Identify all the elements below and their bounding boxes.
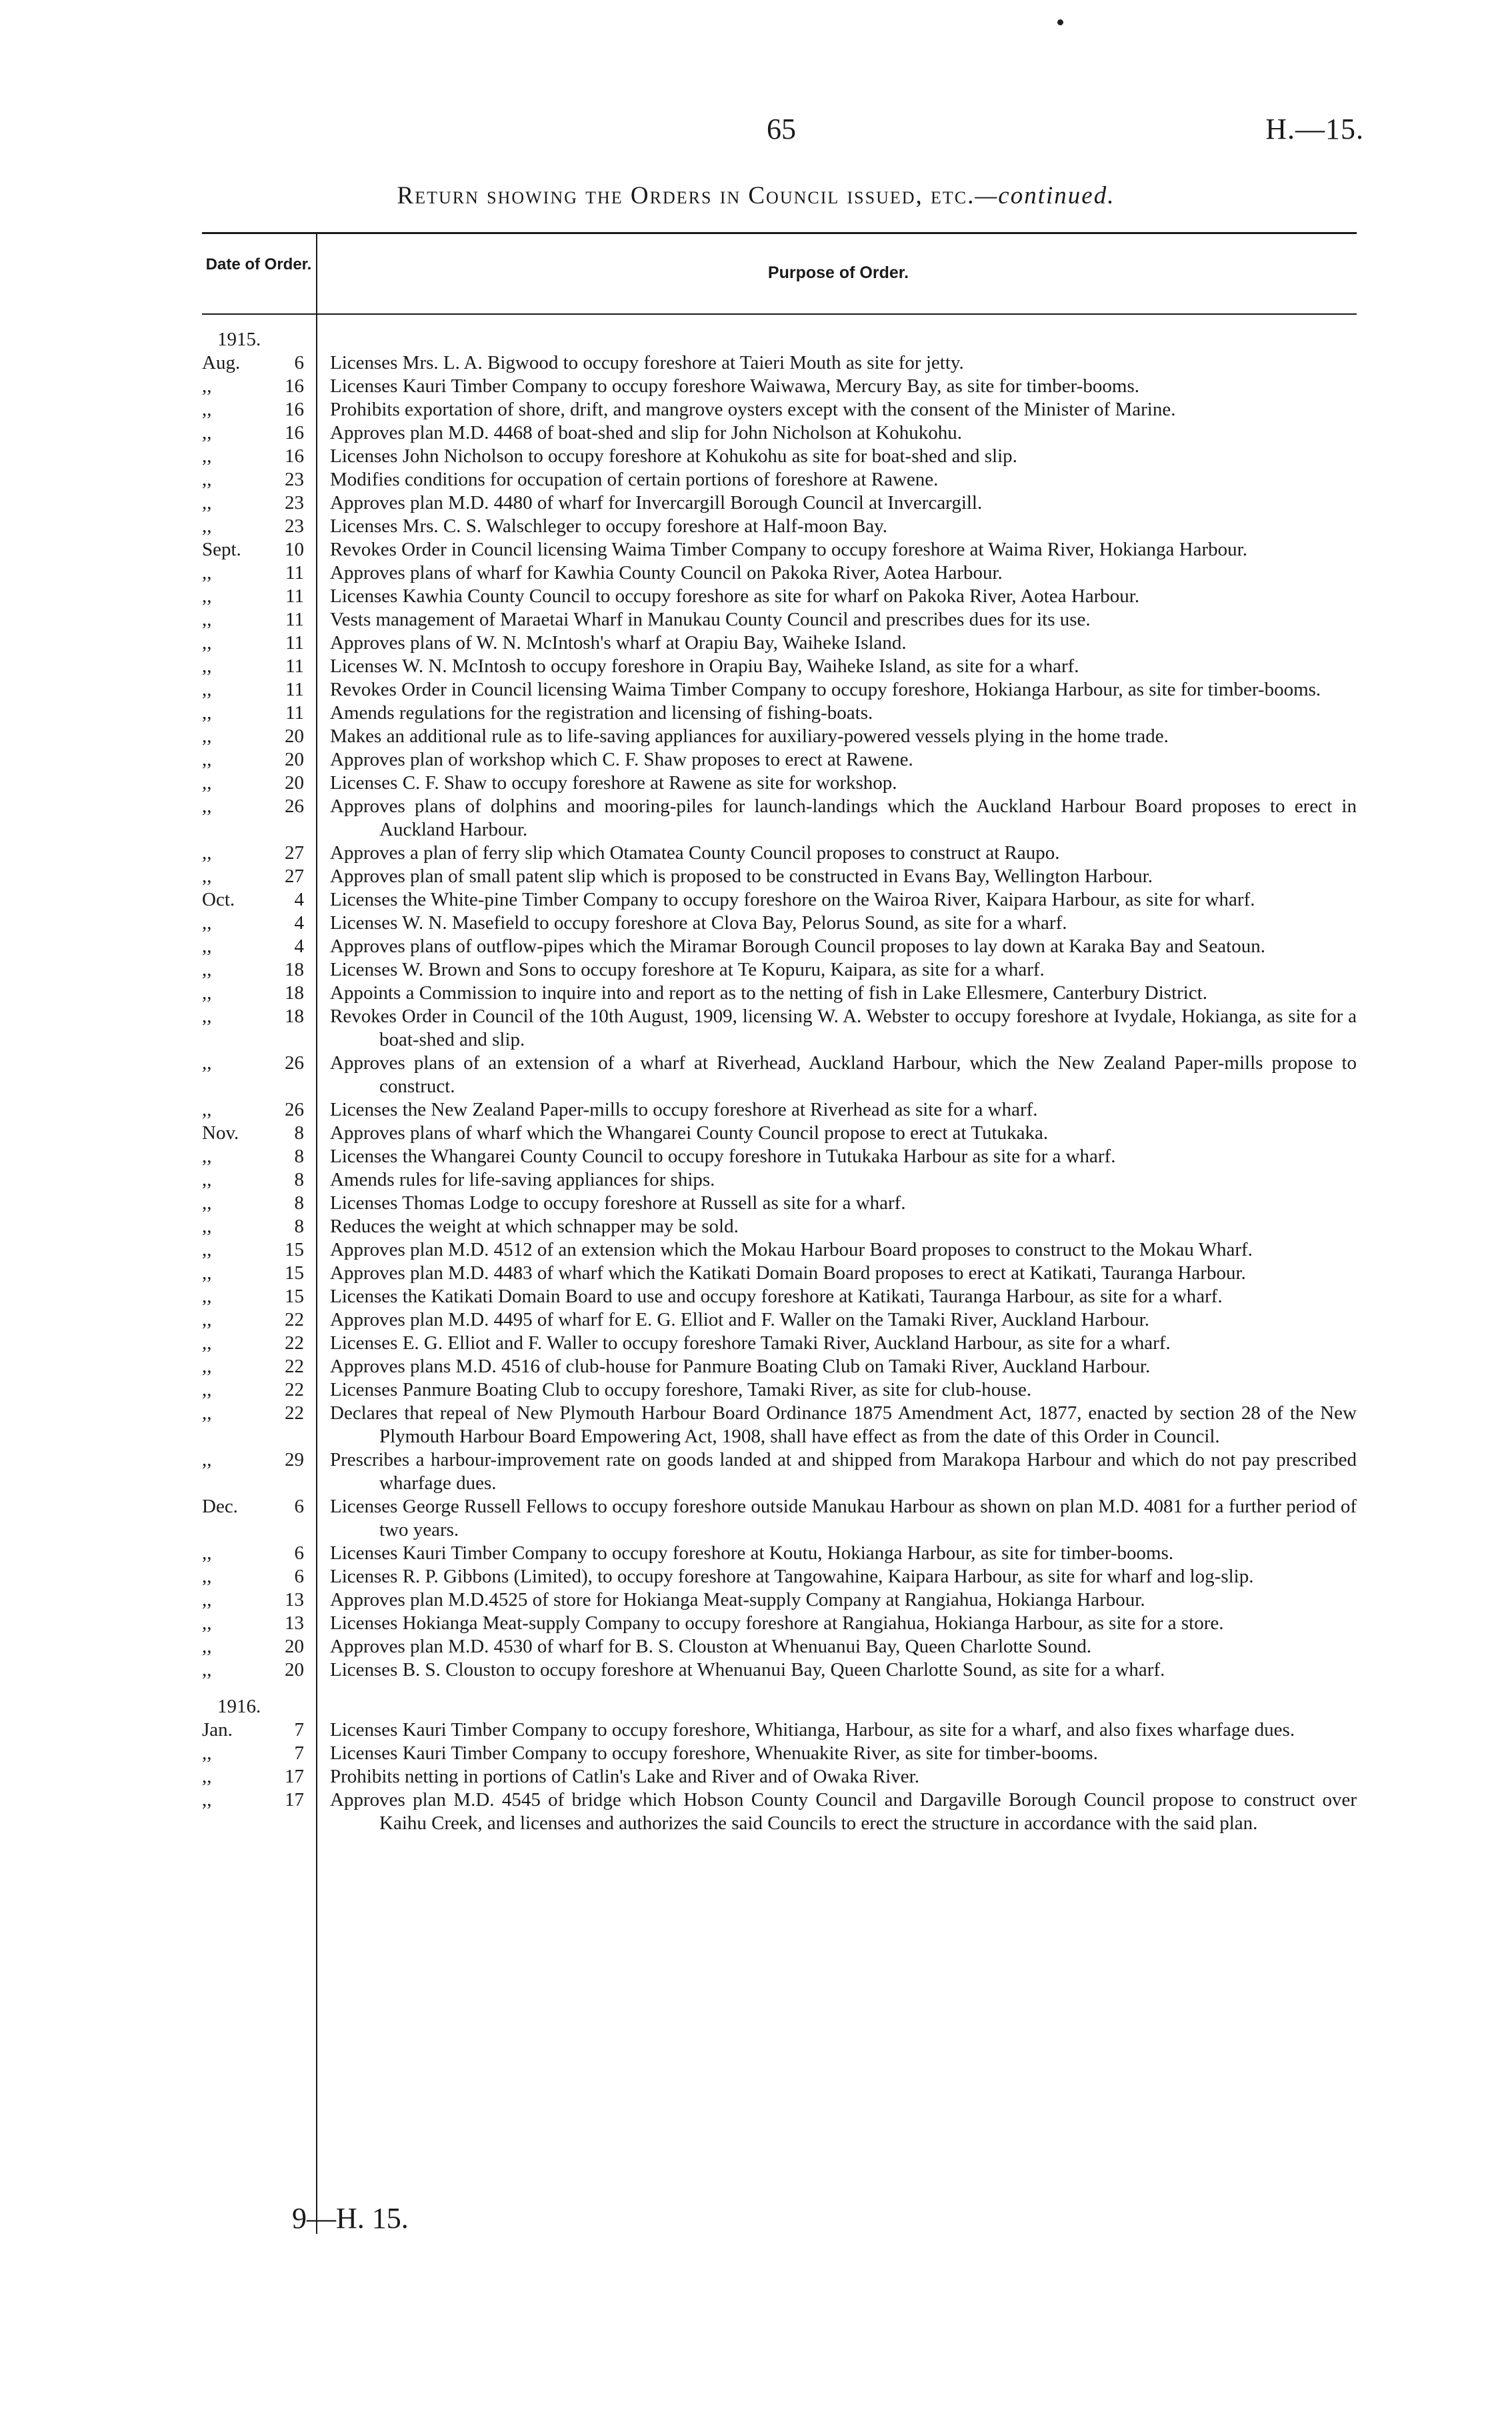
order-purpose: Revokes Order in Council licensing Waima Timber Company to occupy foreshore at Waima River, Hokianga Harbour. <box>330 539 1247 560</box>
table-row <box>202 1005 1357 1052</box>
order-date <box>202 912 316 935</box>
order-day: 16 <box>285 375 304 397</box>
order-date <box>202 375 316 398</box>
order-month: ,, <box>202 1402 212 1424</box>
order-day: 20 <box>285 1659 304 1680</box>
order-day: 8 <box>294 1192 304 1214</box>
order-month: ,, <box>202 1309 212 1330</box>
order-date <box>202 538 316 561</box>
order-month: ,, <box>202 515 212 537</box>
year-label: 1916. <box>217 1696 261 1717</box>
table-row <box>202 1052 1357 1098</box>
order-month: ,, <box>202 1449 212 1470</box>
order-date <box>202 1542 316 1565</box>
order-purpose: Licenses C. F. Shaw to occupy foreshore at Rawene as site for workshop. <box>330 772 897 794</box>
order-day: 15 <box>285 1262 304 1284</box>
table-row <box>202 1332 1357 1355</box>
order-date <box>202 725 316 748</box>
order-day: 11 <box>285 585 304 607</box>
order-purpose: Approves plan M.D. 4483 of wharf which the Katikati Domain Board proposes to erect at Katikati, Tauranga Harbour. <box>330 1262 1246 1284</box>
table-row <box>202 655 1357 678</box>
order-date <box>202 958 316 982</box>
order-purpose: Modifies conditions for occupation of certain portions of foreshore at Rawene. <box>330 469 939 490</box>
order-day: 26 <box>285 796 304 817</box>
table-row <box>202 1542 1357 1565</box>
order-date <box>202 1192 316 1215</box>
order-month: Sept. <box>202 539 241 560</box>
order-purpose: Licenses B. S. Clouston to occupy foreshore at Whenuanui Bay, Queen Charlotte Sound, as site for a wharf. <box>330 1659 1165 1680</box>
table-row <box>202 1192 1357 1215</box>
order-month: ,, <box>202 1239 212 1260</box>
order-day: 22 <box>285 1332 304 1354</box>
year-row <box>202 1695 1357 1718</box>
order-day: 20 <box>285 749 304 770</box>
order-date <box>202 1402 316 1448</box>
year-label: 1915. <box>217 329 261 350</box>
order-purpose: Licenses the Whangarei County Council to occupy foreshore in Tutukaka Harbour as site for a wharf. <box>330 1146 1116 1167</box>
order-purpose: Declares that repeal of New Plymouth Harbour Board Ordinance 1875 Amendment Act, 1877, enacted by section 28 of the New Plymouth Harbour Board Empowering Act, 1908, shall have effect as from the date of this Order in Council. <box>330 1402 1357 1447</box>
order-day: 22 <box>285 1379 304 1400</box>
table-row <box>202 865 1357 888</box>
order-purpose: Approves plan M.D. 4468 of boat-shed and slip for John Nicholson at Kohukohu. <box>330 422 963 443</box>
order-month: ,, <box>202 1589 212 1610</box>
table-row <box>202 748 1357 772</box>
order-date <box>202 351 316 375</box>
order-month: ,, <box>202 796 212 817</box>
order-date <box>202 398 316 421</box>
order-day: 15 <box>285 1239 304 1260</box>
order-day: 4 <box>294 912 304 934</box>
table-row <box>202 842 1357 865</box>
table-row <box>202 1495 1357 1542</box>
order-purpose: Licenses Kauri Timber Company to occupy foreshore at Koutu, Hokianga Harbour, as site for timber-booms. <box>330 1542 1174 1564</box>
order-date <box>202 1448 316 1495</box>
table-row <box>202 1588 1357 1612</box>
table-row <box>202 795 1357 842</box>
order-day: 22 <box>285 1356 304 1377</box>
order-month: Nov. <box>202 1122 239 1144</box>
order-purpose: Licenses E. G. Elliot and F. Waller to occupy foreshore Tamaki River, Auckland Harbour, as site for a wharf. <box>330 1332 1171 1354</box>
order-date <box>202 1765 316 1788</box>
order-month: ,, <box>202 1006 212 1027</box>
order-day: 8 <box>294 1216 304 1237</box>
order-purpose: Licenses Mrs. C. S. Walschleger to occupy foreshore at Half-moon Bay. <box>330 515 888 537</box>
order-purpose: Approves a plan of ferry slip which Otamatea County Council proposes to construct at Raupo. <box>330 842 1060 864</box>
order-day: 17 <box>285 1789 304 1810</box>
order-date <box>202 1098 316 1122</box>
table-row <box>202 491 1357 515</box>
order-month: ,, <box>202 912 212 934</box>
order-month: Aug. <box>202 352 241 373</box>
order-purpose: Makes an additional rule as to life-saving appliances for auxiliary-powered vessels plying in the home trade. <box>330 726 1169 747</box>
order-date <box>202 421 316 445</box>
order-month: ,, <box>202 1146 212 1167</box>
table-row <box>202 702 1357 725</box>
table-row <box>202 1262 1357 1285</box>
table-row <box>202 515 1357 538</box>
table-row <box>202 585 1357 608</box>
order-purpose: Licenses the Katikati Domain Board to use and occupy foreshore at Katikati, Tauranga Harbour, as site for a wharf. <box>330 1286 1223 1307</box>
order-day: 6 <box>294 1542 304 1564</box>
order-month: ,, <box>202 609 212 630</box>
order-day: 23 <box>285 515 304 537</box>
order-date <box>202 842 316 865</box>
order-day: 17 <box>285 1766 304 1787</box>
order-day: 4 <box>294 889 304 910</box>
order-day: 18 <box>285 982 304 1004</box>
order-day: 20 <box>285 1636 304 1657</box>
order-month: ,, <box>202 936 212 957</box>
order-date <box>202 1718 316 1742</box>
table-row <box>202 1765 1357 1788</box>
order-month: ,, <box>202 1356 212 1377</box>
order-month: ,, <box>202 1192 212 1214</box>
order-month: ,, <box>202 1789 212 1810</box>
document-reference: H.—15. <box>1265 113 1364 145</box>
order-date <box>202 748 316 772</box>
order-date <box>202 1495 316 1542</box>
order-month: ,, <box>202 492 212 513</box>
table-row <box>202 468 1357 491</box>
order-purpose: Licenses Panmure Boating Club to occupy foreshore, Tamaki River, as site for club-house. <box>330 1379 1032 1400</box>
order-purpose: Licenses John Nicholson to occupy foreshore at Kohukohu as site for boat-shed and slip. <box>330 445 1017 467</box>
order-day: 22 <box>285 1309 304 1330</box>
order-day: 22 <box>285 1402 304 1424</box>
table-row <box>202 1565 1357 1588</box>
order-day: 8 <box>294 1169 304 1190</box>
table-row <box>202 1742 1357 1765</box>
order-date <box>202 515 316 538</box>
order-purpose: Approves plans of an extension of a wharf at Riverhead, Auckland Harbour, which the New Zealand Paper-mills propose to construct. <box>330 1052 1357 1097</box>
order-day: 26 <box>285 1099 304 1120</box>
order-date <box>202 1308 316 1332</box>
order-month: ,, <box>202 726 212 747</box>
order-day: 15 <box>285 1286 304 1307</box>
order-day: 11 <box>285 632 304 654</box>
order-month: ,, <box>202 1636 212 1657</box>
order-day: 16 <box>285 422 304 443</box>
order-day: 23 <box>285 492 304 513</box>
order-month: ,, <box>202 562 212 583</box>
table-row <box>202 1658 1357 1682</box>
order-month: ,, <box>202 959 212 980</box>
order-month: ,, <box>202 866 212 887</box>
order-date <box>202 982 316 1005</box>
order-purpose: Approves plan of workshop which C. F. Shaw proposes to erect at Rawene. <box>330 749 913 770</box>
table-row <box>202 725 1357 748</box>
order-date <box>202 678 316 702</box>
order-month: ,, <box>202 1099 212 1120</box>
order-date <box>202 1612 316 1635</box>
order-date <box>202 1355 316 1378</box>
order-date <box>202 702 316 725</box>
order-month: ,, <box>202 1262 212 1284</box>
order-month: ,, <box>202 1612 212 1634</box>
column-header-date: Date of Order. <box>205 255 312 273</box>
table-row <box>202 421 1357 445</box>
order-month: ,, <box>202 982 212 1004</box>
table-row <box>202 1635 1357 1658</box>
order-day: 11 <box>285 656 304 677</box>
order-date <box>202 1215 316 1238</box>
order-day: 18 <box>285 959 304 980</box>
order-date <box>202 1565 316 1588</box>
order-date <box>202 1122 316 1145</box>
order-date <box>202 1378 316 1402</box>
order-day: 13 <box>285 1589 304 1610</box>
table-row <box>202 561 1357 585</box>
order-date <box>202 1788 316 1835</box>
table-row <box>202 1378 1357 1402</box>
page-number: 65 <box>767 113 796 145</box>
order-purpose: Vests management of Maraetai Wharf in Manukau County Council and prescribes dues for its use. <box>330 609 1091 630</box>
order-month: ,, <box>202 842 212 864</box>
order-day: 6 <box>294 1566 304 1587</box>
table-top-rule <box>202 232 1357 234</box>
order-month: Dec. <box>202 1496 238 1517</box>
order-purpose: Prescribes a harbour-improvement rate on goods landed at and shipped from Marakopa Harbour and which do not pay prescribed wharfage dues. <box>330 1449 1357 1494</box>
order-date <box>202 632 316 655</box>
order-purpose: Approves plan M.D. 4512 of an extension which the Mokau Harbour Board proposes to construct to the Mokau Wharf. <box>330 1239 1253 1260</box>
order-day: 7 <box>294 1742 304 1764</box>
order-day: 16 <box>285 445 304 467</box>
order-purpose: Prohibits netting in portions of Catlin's Lake and River and of Owaka River. <box>330 1766 919 1787</box>
order-month: Oct. <box>202 889 235 910</box>
table-row <box>202 678 1357 702</box>
order-day: 6 <box>294 352 304 373</box>
order-purpose: Licenses Mrs. L. A. Bigwood to occupy foreshore at Taieri Mouth as site for jetty. <box>330 352 964 373</box>
order-purpose: Prohibits exportation of shore, drift, and mangrove oysters except with the consent of the Minister of Marine. <box>330 399 1176 420</box>
order-date <box>202 561 316 585</box>
order-date <box>202 655 316 678</box>
order-date <box>202 1588 316 1612</box>
order-purpose: Licenses Kawhia County Council to occupy foreshore as site for wharf on Pakoka River, Aotea Harbour. <box>330 585 1140 607</box>
order-purpose: Amends rules for life-saving appliances for ships. <box>330 1169 715 1190</box>
order-purpose: Approves plan M.D. 4530 of wharf for B. S. Clouston at Whenuanui Bay, Queen Charlotte Sound. <box>330 1636 1092 1657</box>
table-row <box>202 1168 1357 1192</box>
year-row <box>202 328 1357 351</box>
column-header-purpose: Purpose of Order. <box>767 263 909 282</box>
table-row <box>202 1788 1357 1835</box>
table-row <box>202 608 1357 632</box>
order-purpose: Licenses R. P. Gibbons (Limited), to occupy foreshore at Tangowahine, Kaipara Harbour, as site for wharf and log-slip. <box>330 1566 1254 1587</box>
order-month: ,, <box>202 1169 212 1190</box>
order-day: 20 <box>285 726 304 747</box>
table-row <box>202 1098 1357 1122</box>
order-month: ,, <box>202 1332 212 1354</box>
order-purpose: Appoints a Commission to inquire into and report as to the netting of fish in Lake Ellesmere, Canterbury District. <box>330 982 1208 1004</box>
table-row <box>202 1122 1357 1145</box>
order-date <box>202 1285 316 1308</box>
order-purpose: Licenses Kauri Timber Company to occupy foreshore, Whenuakite River, as site for timber-booms. <box>330 1742 1098 1764</box>
table-row <box>202 1402 1357 1448</box>
order-day: 27 <box>285 866 304 887</box>
table-row <box>202 1215 1357 1238</box>
order-month: ,, <box>202 1052 212 1074</box>
order-date <box>202 1332 316 1355</box>
table-row <box>202 912 1357 935</box>
order-purpose: Reduces the weight at which schnapper may be sold. <box>330 1216 739 1237</box>
order-purpose: Approves plan M.D. 4545 of bridge which Hobson County Council and Dargaville Borough Council propose to construct over Kaihu Creek, and licenses and authorizes the said Councils to erect the structure in accordance with the said plan. <box>330 1789 1357 1834</box>
order-month: ,, <box>202 375 212 397</box>
order-date <box>202 1635 316 1658</box>
order-date <box>202 1658 316 1682</box>
order-date <box>202 772 316 795</box>
order-day: 13 <box>285 1612 304 1634</box>
table-row <box>202 375 1357 398</box>
order-month: ,, <box>202 749 212 770</box>
order-date <box>202 795 316 842</box>
order-date <box>202 1238 316 1262</box>
order-month: ,, <box>202 1286 212 1307</box>
order-day: 29 <box>285 1449 304 1470</box>
order-month: ,, <box>202 445 212 467</box>
order-day: 10 <box>285 539 304 560</box>
order-day: 26 <box>285 1052 304 1074</box>
table-row <box>202 1308 1357 1332</box>
table-row <box>202 1448 1357 1495</box>
table-row <box>202 958 1357 982</box>
table-row <box>202 538 1357 561</box>
table-row <box>202 398 1357 421</box>
footer-reference: 9—H. 15. <box>292 2202 409 2235</box>
table-header-rule <box>202 313 1357 315</box>
order-purpose: Licenses W. N. Masefield to occupy foreshore at Clova Bay, Pelorus Sound, as site for a wharf. <box>330 912 1067 934</box>
order-purpose: Licenses the White-pine Timber Company to occupy foreshore on the Wairoa River, Kaipara Harbour, as site for wharf. <box>330 889 1255 910</box>
order-month: ,, <box>202 656 212 677</box>
order-date <box>202 1168 316 1192</box>
table-row <box>202 1145 1357 1168</box>
order-date <box>202 445 316 468</box>
order-date <box>202 585 316 608</box>
order-purpose: Approves plans of dolphins and mooring-piles for launch-landings which the Auckland Harbour Board proposes to erect in Auckland Harbour. <box>330 796 1357 840</box>
order-day: 11 <box>285 609 304 630</box>
order-date <box>202 1742 316 1765</box>
order-date <box>202 888 316 912</box>
order-purpose: Licenses the New Zealand Paper-mills to occupy foreshore at Riverhead as site for a wharf. <box>330 1099 1038 1120</box>
order-month: ,, <box>202 469 212 490</box>
order-date <box>202 491 316 515</box>
order-purpose: Licenses George Russell Fellows to occupy foreshore outside Manukau Harbour as shown on plan M.D. 4081 for a further period of two years. <box>330 1496 1357 1540</box>
order-day: 11 <box>285 562 304 583</box>
order-date <box>202 1052 316 1098</box>
order-purpose: Licenses Kauri Timber Company to occupy foreshore, Whitianga, Harbour, as site for a wharf, and also fixes wharfage dues. <box>330 1719 1295 1740</box>
order-purpose: Licenses Thomas Lodge to occupy foreshore at Russell as site for a wharf. <box>330 1192 906 1214</box>
table-row <box>202 935 1357 958</box>
order-date <box>202 468 316 491</box>
order-date <box>202 1145 316 1168</box>
order-purpose: Approves plans of outflow-pipes which the Miramar Borough Council proposes to lay down at Karaka Bay and Seatoun. <box>330 936 1265 957</box>
order-month: ,, <box>202 1379 212 1400</box>
order-day: 7 <box>294 1719 304 1740</box>
order-purpose: Approves plan M.D.4525 of store for Hokianga Meat-supply Company at Rangiahua, Hokianga Harbour. <box>330 1589 1145 1610</box>
order-month: ,, <box>202 772 212 794</box>
order-purpose: Approves plans M.D. 4516 of club-house for Panmure Boating Club on Tamaki River, Auckland Harbour. <box>330 1356 1151 1377</box>
orders-table-body <box>202 328 1357 1835</box>
order-month: ,, <box>202 1216 212 1237</box>
order-month: Jan. <box>202 1719 233 1740</box>
table-title-continued: —continued. <box>975 182 1115 209</box>
order-purpose: Approves plans of wharf which the Whangarei County Council propose to erect at Tutukaka. <box>330 1122 1049 1144</box>
order-date <box>202 1005 316 1052</box>
order-purpose: Approves plans of wharf for Kawhia County Council on Pakoka River, Aotea Harbour. <box>330 562 1003 583</box>
table-row <box>202 1238 1357 1262</box>
order-day: 8 <box>294 1146 304 1167</box>
table-row <box>202 1285 1357 1308</box>
order-day: 8 <box>294 1122 304 1144</box>
order-month: ,, <box>202 1566 212 1587</box>
order-date <box>202 935 316 958</box>
order-day: 18 <box>285 1006 304 1027</box>
order-purpose: Approves plan M.D. 4480 of wharf for Invercargill Borough Council at Invercargill. <box>330 492 983 513</box>
table-row <box>202 1718 1357 1742</box>
table-row <box>202 982 1357 1005</box>
ink-dot <box>1057 19 1063 25</box>
order-day: 16 <box>285 399 304 420</box>
order-month: ,, <box>202 585 212 607</box>
order-purpose: Licenses W. N. McIntosh to occupy foreshore in Orapiu Bay, Waiheke Island, as site for a wharf. <box>330 656 1079 677</box>
order-month: ,, <box>202 679 212 700</box>
order-purpose: Licenses Hokianga Meat-supply Company to occupy foreshore at Rangiahua, Hokianga Harbour, as site for a store. <box>330 1612 1224 1634</box>
table-row <box>202 632 1357 655</box>
order-month: ,, <box>202 399 212 420</box>
table-title <box>0 181 1512 210</box>
order-day: 4 <box>294 936 304 957</box>
order-month: ,, <box>202 1742 212 1764</box>
order-day: 27 <box>285 842 304 864</box>
table-row <box>202 1612 1357 1635</box>
order-date <box>202 608 316 632</box>
table-row <box>202 772 1357 795</box>
table-title-main: Return showing the Orders in Council issued, etc. <box>397 182 975 209</box>
order-day: 6 <box>294 1496 304 1517</box>
order-purpose: Licenses Kauri Timber Company to occupy foreshore Waiwawa, Mercury Bay, as site for timber-booms. <box>330 375 1139 397</box>
order-purpose: Amends regulations for the registration and licensing of fishing-boats. <box>330 702 873 724</box>
order-month: ,, <box>202 1542 212 1564</box>
order-date <box>202 1262 316 1285</box>
order-purpose: Revokes Order in Council of the 10th August, 1909, licensing W. A. Webster to occupy foreshore at Ivydale, Hokianga, as site for a boat-shed and slip. <box>330 1006 1357 1050</box>
order-purpose: Licenses W. Brown and Sons to occupy foreshore at Te Kopuru, Kaipara, as site for a wharf. <box>330 959 1045 980</box>
table-row <box>202 1355 1357 1378</box>
order-month: ,, <box>202 1766 212 1787</box>
table-row <box>202 445 1357 468</box>
order-month: ,, <box>202 1659 212 1680</box>
order-day: 11 <box>285 679 304 700</box>
order-month: ,, <box>202 422 212 443</box>
order-month: ,, <box>202 702 212 724</box>
order-purpose: Revokes Order in Council licensing Waima Timber Company to occupy foreshore, Hokianga Harbour, as site for timber-booms. <box>330 679 1321 700</box>
order-date <box>202 865 316 888</box>
order-purpose: Approves plans of W. N. McIntosh's wharf at Orapiu Bay, Waiheke Island. <box>330 632 907 654</box>
order-day: 20 <box>285 772 304 794</box>
order-purpose: Approves plan M.D. 4495 of wharf for E. G. Elliot and F. Waller on the Tamaki River, Auckland Harbour. <box>330 1309 1149 1330</box>
order-month: ,, <box>202 632 212 654</box>
table-row <box>202 351 1357 375</box>
table-row <box>202 888 1357 912</box>
order-purpose: Approves plan of small patent slip which is proposed to be constructed in Evans Bay, Wellington Harbour. <box>330 866 1153 887</box>
order-day: 23 <box>285 469 304 490</box>
order-day: 11 <box>285 702 304 724</box>
